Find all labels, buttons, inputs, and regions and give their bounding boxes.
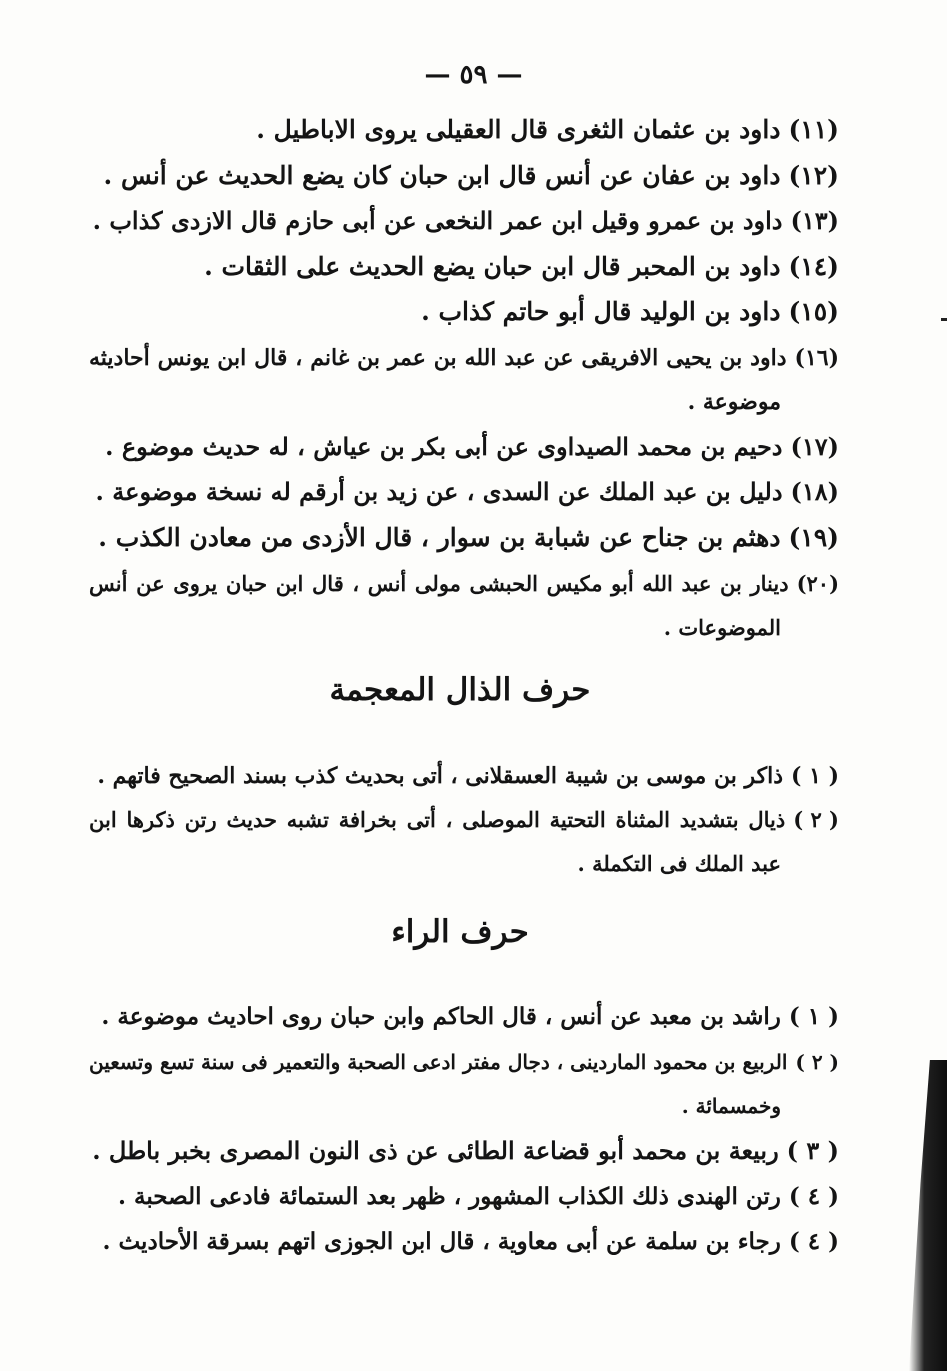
entry-continuation: عبد الملك فى التكملة . [577, 851, 781, 876]
entry-number: (١٨) [790, 477, 839, 506]
entry-dhal-2 [89, 798, 839, 886]
entry-text: داود بن الوليد قال أبو حاتم كذاب . [421, 297, 781, 326]
entry-text: داود بن عمرو وقيل ابن عمر النخعى عن أبى حازم قال الازدى كذاب . [92, 206, 783, 235]
entry-number: (١٢) [788, 161, 839, 190]
entry-number: (١٤) [788, 252, 839, 281]
entry-number: ( ٤ ) [788, 1228, 839, 1255]
entry-dal-14 [204, 245, 839, 289]
entry-ra-2 [89, 1040, 839, 1128]
entry-ra-5 [102, 1220, 839, 1264]
entry-text: ذاكر بن موسى بن شيبة العسقلانى ، أتى بحديث كذب بسند الصحيح فاتهم . [97, 763, 784, 789]
entry-ra-1 [101, 995, 839, 1039]
entry-continuation: وخمسمائة . [681, 1094, 781, 1118]
entry-number: ( ٤ ) [788, 1183, 839, 1210]
section-heading-ra: حرف الراء [391, 914, 529, 950]
entry-number: (١٣) [790, 206, 839, 235]
entry-text: داود بن عثمان الثغرى قال العقيلى يروى الاباطيل . [256, 115, 781, 144]
entry-dal-20 [89, 562, 839, 650]
entry-text: دهثم بن جناح عن شبابة بن سوار ، قال الأزدى من معادن الكذب . [98, 523, 781, 552]
entry-text: داود بن عفان عن أنس قال ابن حبان كان يضع الحديث عن أنس . [103, 161, 781, 190]
entry-ra-3 [92, 1129, 839, 1173]
entry-dal-18 [96, 470, 839, 514]
entry-continuation: موضوعة . [687, 389, 781, 415]
scan-edge-tick [941, 318, 947, 321]
entry-text: الربيع بن محمود الماردينى ، دجال مفتر ادعى الصحبة والتعمير فى سنة تسع وتسعين [89, 1050, 788, 1074]
entry-number: (١٥) [788, 297, 839, 326]
entry-ra-4 [118, 1175, 839, 1219]
entry-text: داود بن المحبر قال ابن حبان يضع الحديث على الثقات . [204, 252, 781, 281]
entry-number: (١١) [788, 115, 839, 144]
entry-number: ( ١ ) [791, 763, 839, 789]
scan-edge-shadow [909, 1060, 947, 1371]
entry-number: ( ٢ ) [793, 807, 839, 832]
entry-dal-15 [421, 290, 839, 334]
entry-number: (٢٠) [796, 571, 839, 596]
entry-number: ( ٢ ) [795, 1050, 839, 1074]
entry-text: داود بن يحيى الافريقى عن عبد الله بن عمر بن غانم ، قال ابن يونس أحاديثه [89, 345, 787, 371]
entry-dal-17 [105, 425, 839, 469]
entry-number: (١٦) [794, 345, 839, 371]
entry-text: ذيال بتشديد المثناة التحتية الموصلى ، أتى بخرافة تشبه حديث رتن ذكرها ابن [89, 807, 786, 832]
entry-text: رجاء بن سلمة عن أبى معاوية ، قال ابن الجوزى اتهم بسرقة الأحاديث . [102, 1228, 781, 1255]
entry-dal-19 [98, 516, 839, 560]
entry-number: (١٧) [790, 432, 839, 461]
entry-number: ( ٣ ) [786, 1136, 839, 1165]
entry-dal-12 [104, 154, 839, 198]
entry-text: دليل بن عبد الملك عن السدى ، عن زيد بن أرقم له نسخة موضوعة . [95, 477, 783, 506]
entry-dal-16 [89, 336, 839, 424]
section-heading-dhal: حرف الذال المعجمة [329, 672, 591, 708]
entry-text: ربيعة بن محمد أبو قضاعة الطائى عن ذى النون المصرى بخبر باطل . [92, 1136, 779, 1165]
entry-text: راشد بن معبد عن أنس ، قال الحاكم وابن حبان روى احاديث موضوعة . [101, 1003, 781, 1030]
entry-dal-13 [93, 199, 839, 243]
entry-text: رتن الهندى ذلك الكذاب المشهور ، ظهر بعد الستمائة فادعى الصحبة . [118, 1183, 781, 1210]
entry-number: ( ١ ) [788, 1003, 839, 1030]
entry-dal-11 [256, 108, 839, 152]
entry-dhal-1 [97, 754, 839, 798]
entry-text: دحيم بن محمد الصيداوى عن أبى بكر بن عياش ، له حديث موضوع . [105, 432, 783, 461]
entry-number: (١٩) [788, 523, 839, 552]
entry-continuation: الموضوعات . [663, 615, 781, 640]
page-number: — ٥٩ — [424, 60, 523, 90]
entry-text: دينار بن عبد الله أبو مكيس الحبشى مولى أنس ، قال ابن حبان يروى عن أنس [89, 571, 789, 596]
